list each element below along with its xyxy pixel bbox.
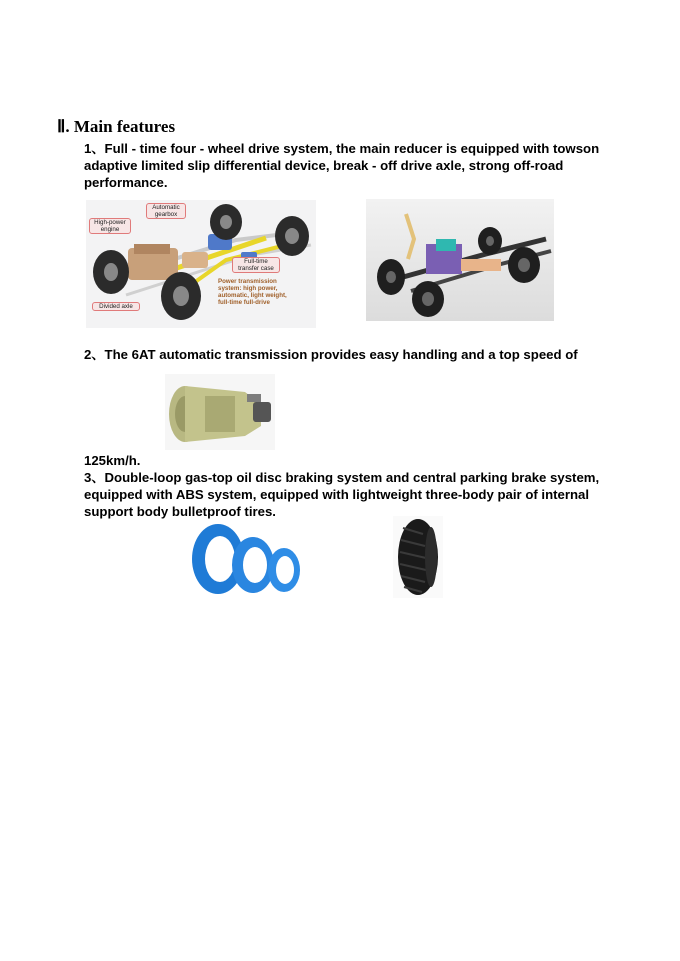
brake-discs-illustration — [190, 522, 302, 596]
text-line: adaptive limited slip differential device, break - off drive axle, strong off-road — [84, 158, 564, 173]
text-line: 3、Double-loop gas-top oil disc braking system and central parking brake system, — [84, 470, 600, 485]
text-line: performance. — [84, 175, 168, 190]
transmission-illustration — [165, 374, 275, 450]
text-line: support body bulletproof tires. — [84, 504, 276, 519]
divided-axle-label: Divided axle — [92, 302, 140, 311]
text-line: equipped with ABS system, equipped with lightweight three-body pair of internal — [84, 487, 590, 502]
chassis-render — [366, 199, 554, 321]
text-line: 2、The 6AT automatic transmission provides easy handling and a top speed of — [84, 347, 578, 362]
power-transmission-label: Power transmission system: high power, automatic, light weight, full-time full-drive — [218, 278, 287, 306]
brake-discs-image — [190, 522, 302, 596]
text-line: 125km/h. — [84, 453, 141, 468]
tire-illustration — [393, 516, 443, 598]
chassis-illustration — [366, 199, 554, 321]
feature-3-text — [84, 452, 644, 520]
drivetrain-diagram — [86, 200, 316, 328]
tire-image — [393, 516, 443, 598]
section-title: Ⅱ. Main features — [57, 117, 176, 136]
engine-label: High-power engine — [89, 218, 131, 234]
gearbox-label: Automatic gearbox — [146, 203, 186, 219]
text-line: 1、Full - time four - wheel drive system, the main reducer is equipped with towson — [84, 141, 600, 156]
feature-1-text — [84, 140, 644, 191]
transfer-case-label: Full-time transfer case — [232, 257, 280, 273]
transmission-image — [165, 374, 275, 450]
feature-2-text — [84, 346, 644, 363]
